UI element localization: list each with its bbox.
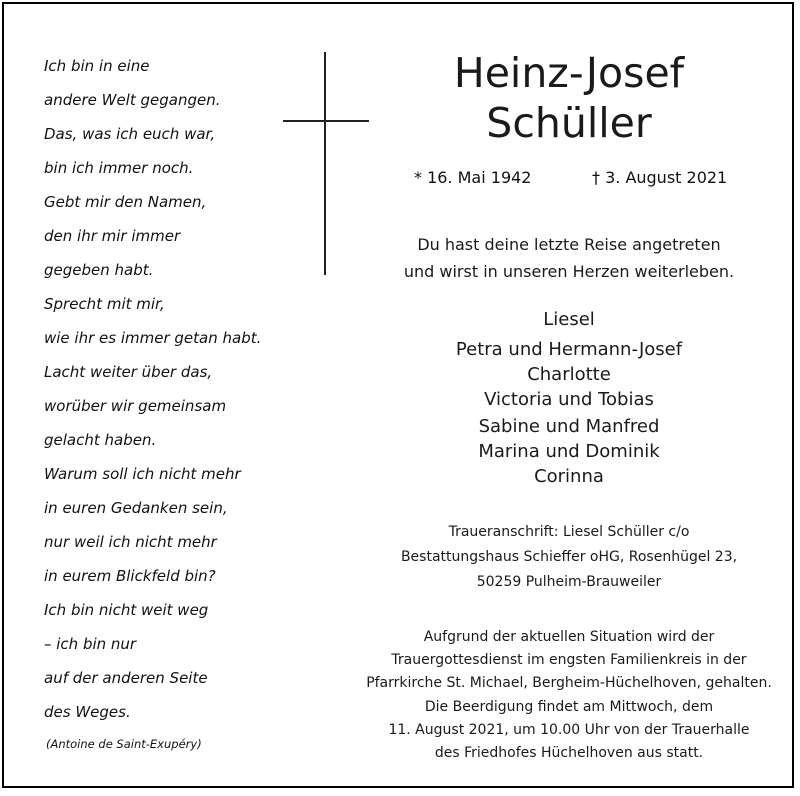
poem-line: Gebt mir den Namen, xyxy=(44,193,207,211)
poem-line: Warum soll ich nicht mehr xyxy=(44,465,241,483)
deceased-name xyxy=(364,48,774,148)
notice-line: Pfarrkirche St. Michael, Bergheim-Hüchelhoven, gehalten. xyxy=(366,675,772,691)
family-member: Corinna xyxy=(534,466,604,487)
quote-line: Du hast deine letzte Reise angetreten xyxy=(417,235,721,254)
family-member: Petra und Hermann-Josef xyxy=(455,339,683,360)
birth-date: * 16. Mai 1942 xyxy=(414,168,532,187)
poem-line: bin ich immer noch. xyxy=(44,159,194,177)
last-name: Schüller xyxy=(486,99,652,147)
poem-line: des Weges. xyxy=(44,703,131,721)
obituary-card xyxy=(2,2,794,788)
notice-line: Die Beerdigung findet am Mittwoch, dem xyxy=(424,699,714,715)
poem-line: gegeben habt. xyxy=(44,261,154,279)
poem-line: Das, was ich euch war, xyxy=(44,125,216,143)
address-line: 50259 Pulheim-Brauweiler xyxy=(476,574,662,590)
family-member: Sabine und Manfred xyxy=(478,416,660,437)
cross-icon xyxy=(324,52,326,275)
poem-line: worüber wir gemeinsam xyxy=(44,397,227,415)
poem-line: den ihr mir immer xyxy=(44,227,181,245)
poem-source: (Antoine de Saint-Exupéry) xyxy=(46,737,202,751)
address-line: Traueranschrift: Liesel Schüller c/o xyxy=(448,524,690,540)
burial-notice xyxy=(364,696,774,765)
poem-line: in eurem Blickfeld bin? xyxy=(44,567,216,585)
family-group-children xyxy=(364,337,774,412)
poem-line: – ich bin nur xyxy=(44,635,137,653)
notice-line: Trauergottesdienst im engsten Familienkreis in der xyxy=(391,652,747,668)
family-member: Charlotte xyxy=(527,364,611,385)
quote-line: und wirst in unseren Herzen weiterleben. xyxy=(403,262,735,281)
family-member: Liesel xyxy=(543,309,595,330)
poem-line: nur weil ich nicht mehr xyxy=(44,533,217,551)
poem-line: Ich bin in eine xyxy=(44,57,150,75)
family-member: Marina und Dominik xyxy=(478,441,660,462)
poem-line: in euren Gedanken sein, xyxy=(44,499,228,517)
poem-line: auf der anderen Seite xyxy=(44,669,208,687)
mourning-address xyxy=(364,520,774,595)
farewell-quote xyxy=(364,231,774,285)
poem-line: Lacht weiter über das, xyxy=(44,363,213,381)
family-member: Victoria und Tobias xyxy=(484,389,654,410)
poem-line: gelacht haben. xyxy=(44,431,157,449)
family-group-spouse xyxy=(364,307,774,332)
poem-line: andere Welt gegangen. xyxy=(44,91,221,109)
service-notice xyxy=(364,626,774,695)
cross-icon-bar xyxy=(283,120,369,122)
poem-line: Ich bin nicht weit weg xyxy=(44,601,209,619)
address-line: Bestattungshaus Schieffer oHG, Rosenhügel 23, xyxy=(400,549,738,565)
poem-line: Sprecht mit mir, xyxy=(44,295,165,313)
notice-line: des Friedhofes Hüchelhoven aus statt. xyxy=(434,745,704,761)
notice-line: Aufgrund der aktuellen Situation wird der xyxy=(423,629,715,645)
death-date: † 3. August 2021 xyxy=(592,168,728,187)
family-group-children-2 xyxy=(364,414,774,489)
notice-line: 11. August 2021, um 10.00 Uhr von der Trauerhalle xyxy=(388,722,750,738)
poem-line: wie ihr es immer getan habt. xyxy=(44,329,262,347)
poem xyxy=(44,49,294,729)
first-name: Heinz-Josef xyxy=(453,49,685,97)
